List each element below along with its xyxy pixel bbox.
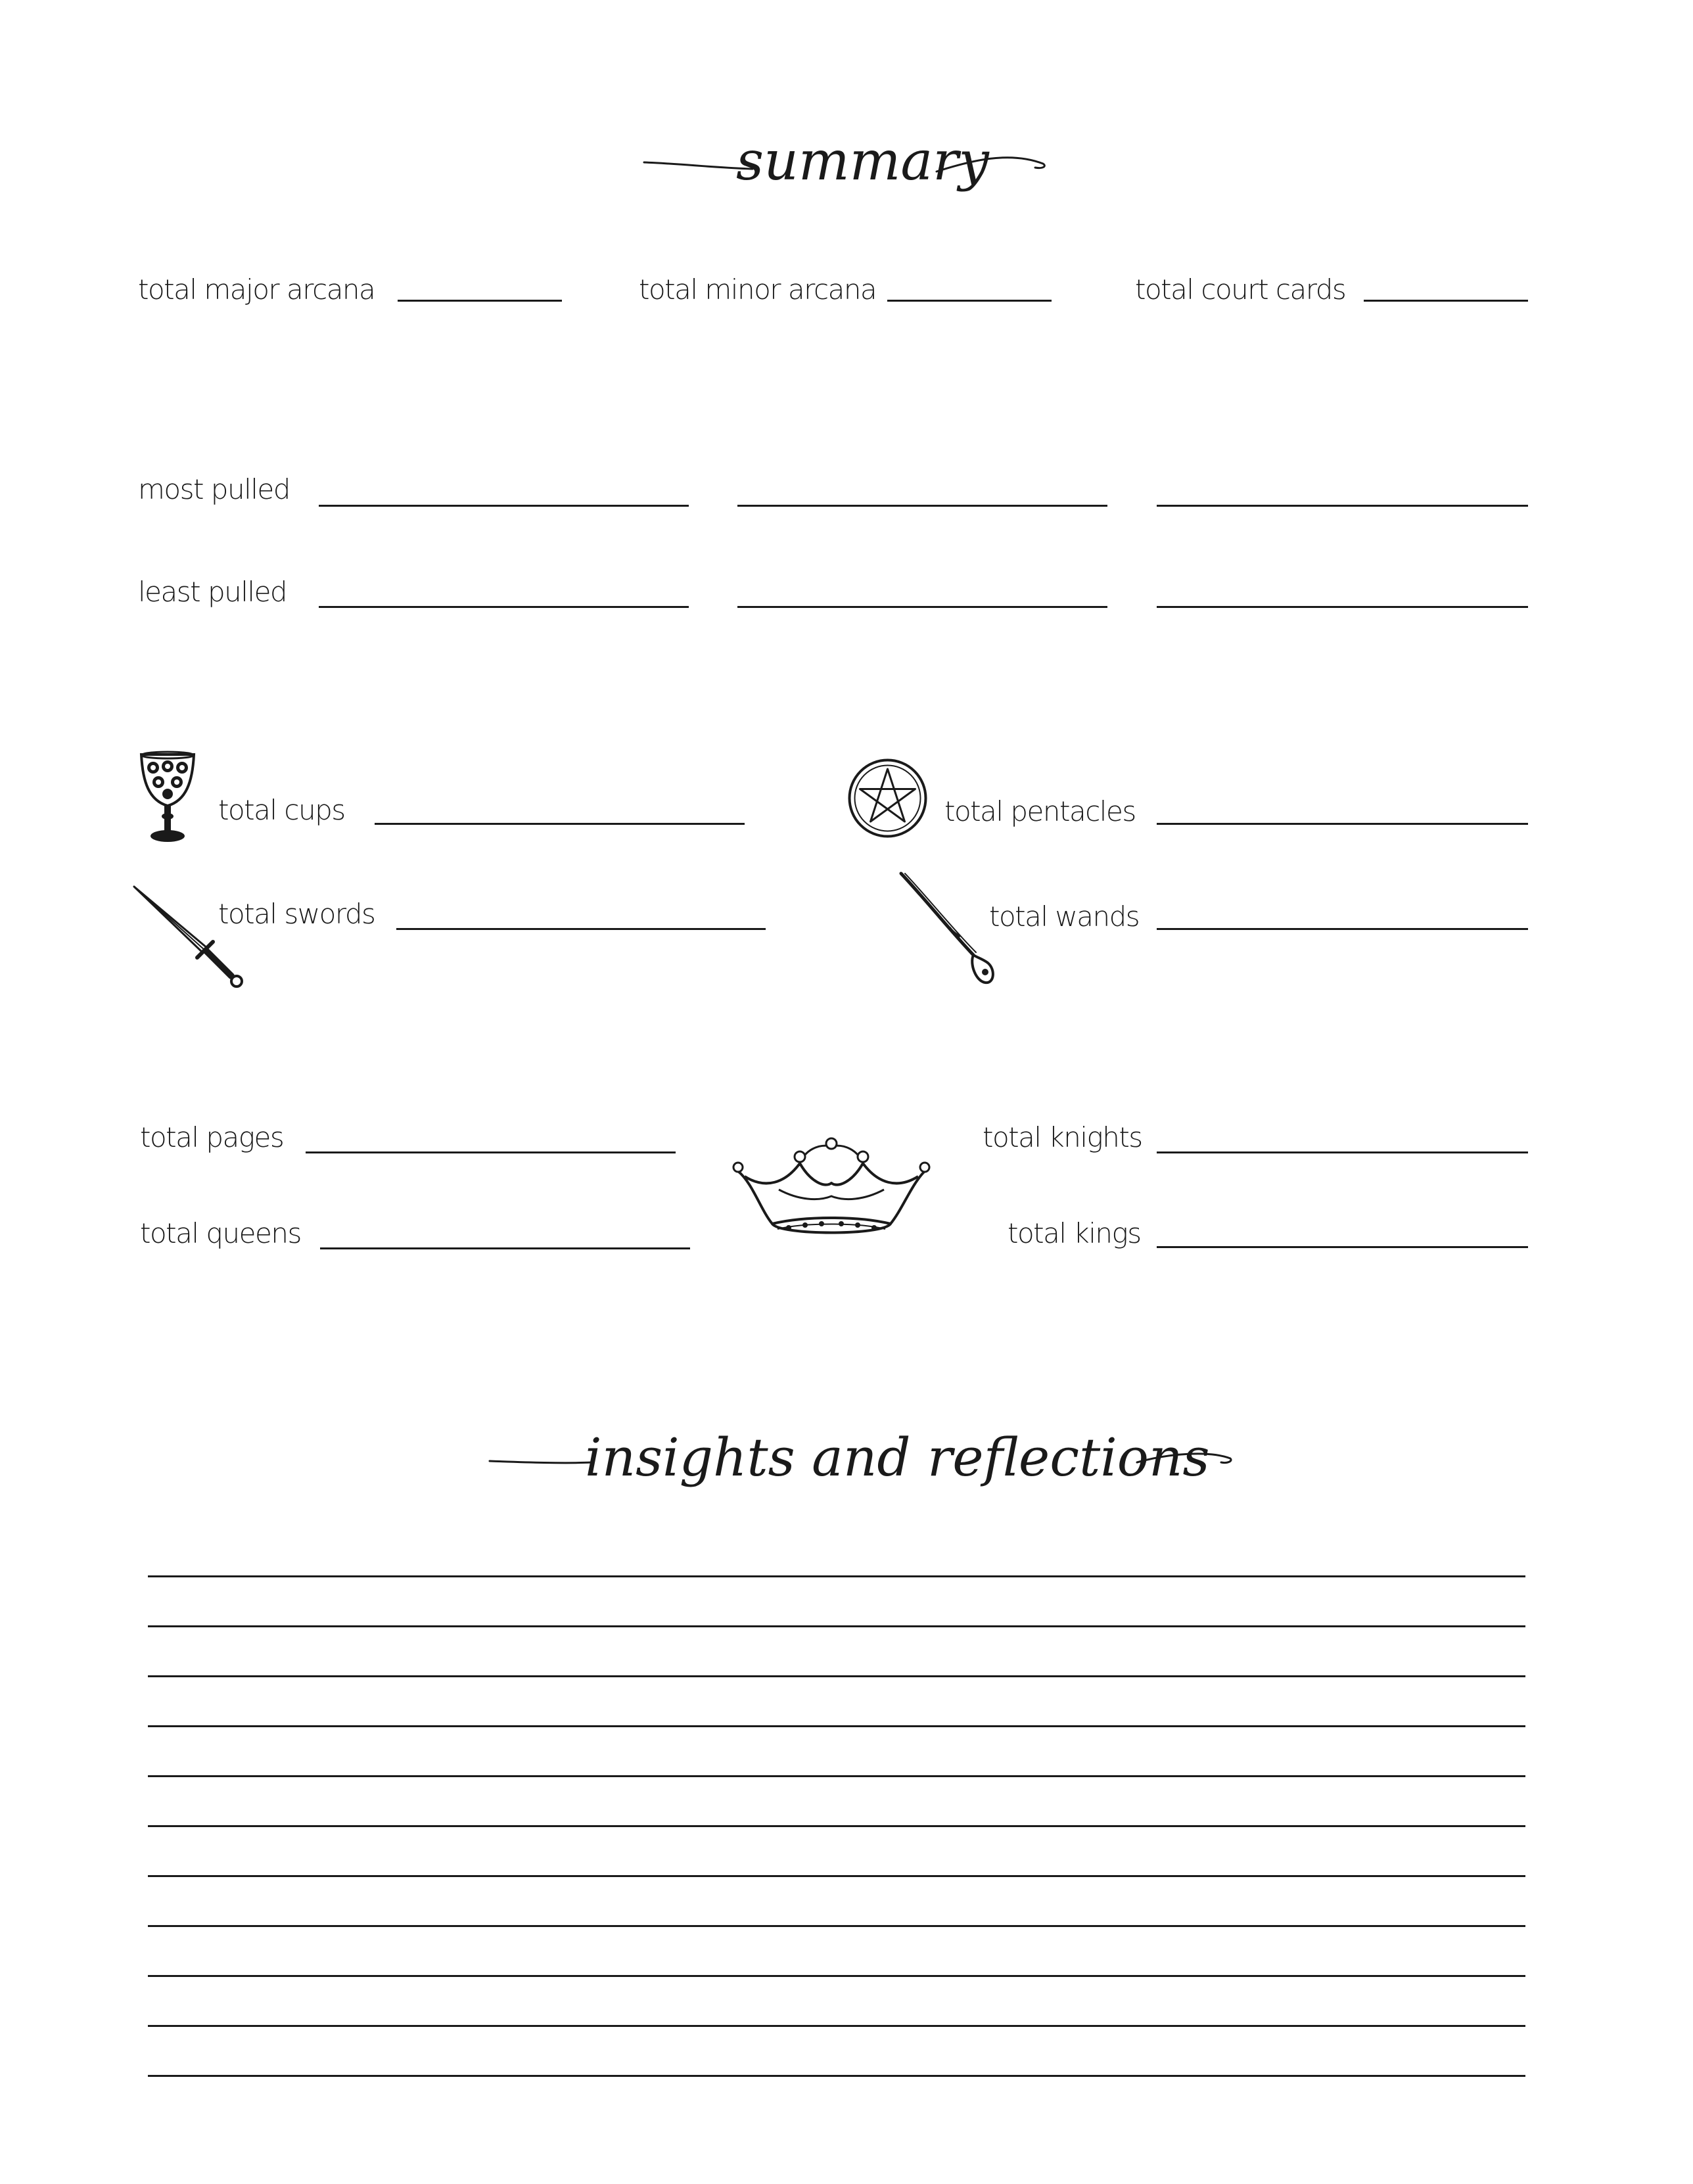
chalice-icon: [135, 749, 200, 848]
total-minor-arcana-line[interactable]: [887, 300, 1052, 302]
most-pulled-line-1[interactable]: [319, 505, 689, 507]
total-cups-label: total cups: [218, 794, 345, 826]
total-minor-arcana-label: total minor arcana: [639, 273, 877, 306]
summary-title: summary: [736, 130, 989, 193]
most-pulled-label: most pulled: [138, 473, 290, 505]
total-kings-line[interactable]: [1157, 1246, 1528, 1248]
total-court-cards-label: total court cards: [1135, 273, 1346, 306]
total-swords-line[interactable]: [396, 928, 766, 930]
total-pages-label: total pages: [140, 1121, 284, 1153]
total-kings-label: total kings: [1008, 1217, 1141, 1249]
least-pulled-label: least pulled: [138, 576, 287, 608]
total-pages-line[interactable]: [306, 1151, 676, 1153]
writing-line[interactable]: [148, 1675, 1525, 1677]
total-major-arcana-label: total major arcana: [138, 273, 375, 306]
most-pulled-line-3[interactable]: [1157, 505, 1528, 507]
writing-line[interactable]: [148, 1925, 1525, 1927]
crown-icon: [726, 1137, 937, 1242]
least-pulled-line-1[interactable]: [319, 606, 689, 608]
total-major-arcana-line[interactable]: [398, 300, 562, 302]
total-queens-label: total queens: [140, 1217, 301, 1249]
total-cups-line[interactable]: [375, 823, 745, 825]
writing-line[interactable]: [148, 1775, 1525, 1777]
writing-line[interactable]: [148, 2025, 1525, 2027]
total-knights-label: total knights: [983, 1121, 1142, 1153]
least-pulled-line-3[interactable]: [1157, 606, 1528, 608]
most-pulled-line-2[interactable]: [737, 505, 1107, 507]
insights-title: insights and reflections: [585, 1427, 1210, 1488]
writing-line[interactable]: [148, 1575, 1525, 1577]
total-court-cards-line[interactable]: [1364, 300, 1528, 302]
pentacle-icon: [846, 757, 929, 839]
writing-line[interactable]: [148, 1625, 1525, 1627]
total-pentacles-line[interactable]: [1157, 823, 1528, 825]
writing-line[interactable]: [148, 1825, 1525, 1827]
total-pentacles-label: total pentacles: [944, 795, 1136, 827]
writing-line[interactable]: [148, 1725, 1525, 1727]
writing-line[interactable]: [148, 1875, 1525, 1877]
total-wands-line[interactable]: [1157, 928, 1528, 930]
total-knights-line[interactable]: [1157, 1151, 1528, 1153]
least-pulled-line-2[interactable]: [737, 606, 1107, 608]
writing-line[interactable]: [148, 1975, 1525, 1977]
total-queens-line[interactable]: [320, 1247, 690, 1249]
writing-line[interactable]: [148, 2075, 1525, 2077]
total-wands-label: total wands: [989, 900, 1140, 933]
total-swords-label: total swords: [218, 898, 375, 930]
